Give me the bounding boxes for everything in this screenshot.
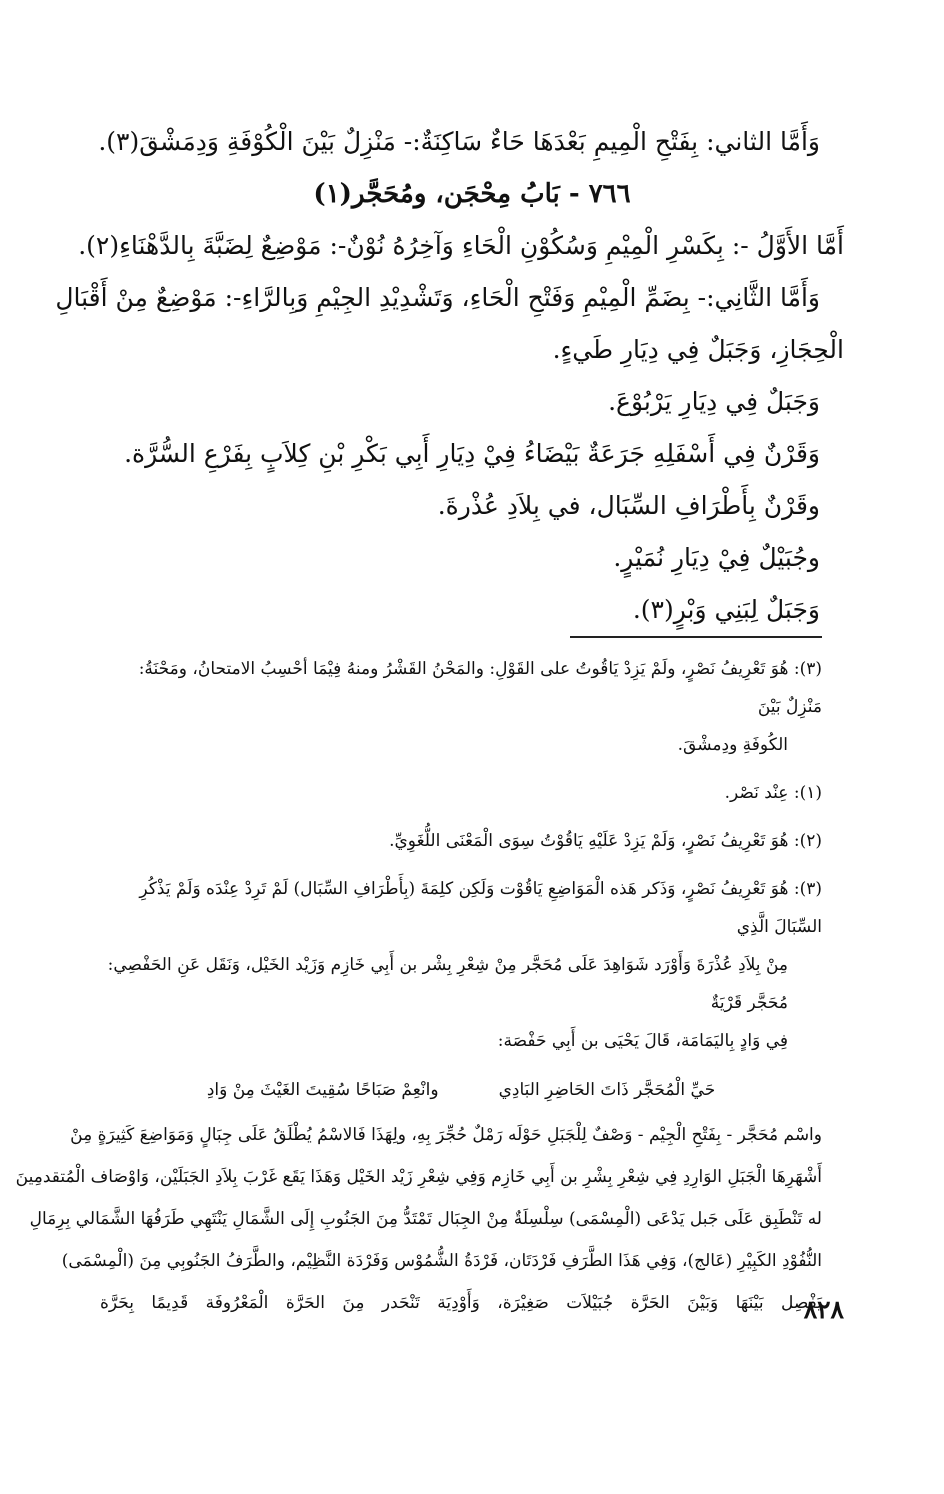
- footnote-text: (٣): هُوَ تَعْرِيفُ نَصْرٍ، وَذَكر هَذه الْمَوَاضِعِ يَاقُوْت وَلَكِن كلِمَةَ (بِأَطْرَافِ السِّبَال) لَمْ تَرِدْ عِنْدَه وَلَمْ يَذْكُرِ السِّبَالَ الَّذِي: [139, 879, 822, 937]
- prose-line: يَفْصِل بَيْنَهَا وَبَيْنَ الحَرَّة جُبَيْلاَت صَغِيْرَة، وَأَوْدِيَة تَنْحَدر مِنَ الحَرَّة الْمَعْرُوفَة قَدِيمًا بِحَرَّة: [100, 1293, 822, 1313]
- page-number: ٨٢٨: [803, 1295, 844, 1324]
- text-line-9: وَجَبَلٌ لِبَنِي وَبْرٍ(٣).: [632, 595, 820, 624]
- verse-first-hemistich: حَيِّ الْمُحَجَّر ذَاتَ الحَاضِرِ البَادِي: [498, 1080, 716, 1100]
- text-line-8: وجُبَيْلٌ فِيْ دِيَارِ نُمَيْرٍ.: [613, 543, 820, 572]
- prose-line: له تَنْطَبِق عَلَى جَبل يَدْعَى (الْمِسْمَى) سِلْسِلَةٌ مِنْ الجِبَال تَمْتَدُّ مِنَ الجَنُوبِ إِلَى الشَّمَالِ يَنْتَهِي طَرَفُهَا الشَّمَالي بِرِمَالِ: [29, 1209, 822, 1229]
- text-line-2: أَمَّا الأَوَّلُ -: بِكَسْرِ الْمِيْمِ وَسُكُوْنِ الْحَاءِ وَآخِرُهُ نُوْنٌ-: مَوْضِعٌ لِضَبَّةَ بِالدَّهْنَاءِ(٢).: [78, 231, 844, 260]
- text-line-3: وَأَمَّا الثَّانِي:- بِضَمِّ الْمِيْمِ وَفَتْحِ الْحَاءِ، وَتَشْدِيْدِ الجِيْمِ وَبِالرَّاءِ-: مَوْضِعٌ مِنْ أَقْبَالِ: [55, 283, 820, 312]
- entry-heading: ٧٦٦ - بَابُ مِحْجَن، ومُحَجَّر(١): [313, 179, 631, 209]
- main-text: [55, 118, 844, 638]
- footnote: (٢): هُوَ تَعْرِيفُ نَصْرٍ، وَلَمْ يَزِدْ عَلَيْهِ يَاقُوْتُ سِوَى الْمَعْنَى اللُّغَوِيِّ.: [389, 831, 822, 851]
- footnote-divider: [570, 636, 822, 638]
- text-line-1: وَأَمَّا الثاني: بِفَتْحِ الْمِيمِ بَعْدَهَا حَاءٌ سَاكِنَةٌ:- مَنْزِلٌ بَيْنَ الْكُوْفَةِ وَدِمَشْقَ(٣).: [98, 127, 820, 156]
- text-line-5: وَجَبَلٌ فِي دِيَارِ يَرْبُوْعَ.: [608, 387, 820, 416]
- prose-line: واسْم مُحَجَّر - بِفَتْحِ الْجِيْم - وَصْفٌ لِلْجَبَلِ حَوْلَه رَمْلٌ حُجِّرَ بِهِ، ولِهَذَا فَالاسْمُ يُطْلَقُ عَلَى جِبَالٍ وَمَوَاضِعَ كَثِيرَةٍ مِنْ: [70, 1125, 822, 1145]
- footnote-text: مِنْ بِلاَدِ عُذْرَةَ وَأَوْرَد شَوَاهِدَ عَلَى مُحَجَّر مِنْ شِعْرِ بِشْر بن أَبِي خَازِم وَزَيْد الخَيْل، وَنَقَل عَنِ الحَفْصِي: مُحَجَّر قَرْيَةٌ: [107, 955, 788, 1013]
- poem-verse: [100, 1070, 822, 1110]
- footnote-prose: [15, 1114, 822, 1324]
- footnote-text: فِي وَادٍ بِاليَمَامَة، قَالَ يَحْيَى بن أَبِي حَفْصَة:: [497, 1031, 788, 1051]
- footnote-text: الكُوفَةِ ودِمشْقَ.: [677, 735, 788, 755]
- footnote: [100, 650, 822, 764]
- footnotes: [15, 650, 822, 1324]
- prose-line: أَشْهَرِهَا الْجَبَلِ الوَارِدِ فِي شِعْرِ بِشْرِ بن أَبِي خَازِم وَفِي شِعْرِ زَيْد الخَيْل وَهَذَا يَقَع غَرْبَ بِلاَدِ الجَبَلَيْن، وَاوْصَاف الْمُتقدمِينَ: [15, 1167, 822, 1187]
- footnote: [100, 870, 822, 1060]
- text-line-6: وَقَرْنٌ فِي أَسْفَلِهِ جَرَعَةٌ بَيْضَاءُ فِيْ دِيَارِ أَبِي بَكْرِ بْنِ كِلاَبٍ بِفَرْعِ السُّرَّة.: [124, 439, 820, 468]
- prose-line: النُّفُوْدِ الكَبِيْرِ (عَالج)، وَفِي هَذَا الطَّرَفِ فَرْدَتَان، فَرْدَةُ الشُّمُوْس وَفَرْدَة النَّظِيْم، والطَّرَفُ الجَنُوبِي مِنَ (الْمِسْمَى): [61, 1251, 822, 1271]
- text-line-4: الْحِجَازِ، وَجَبَلٌ فِي دِيَارِ طَيءٍ.: [552, 335, 844, 364]
- text-line-7: وقَرْنٌ بِأَطْرَافِ السِّبَال، في بِلاَدِ عُذْرةَ.: [437, 491, 820, 520]
- footnote: (١): عِنْد نَصْر.: [724, 783, 822, 803]
- verse-second-hemistich: وانْعِمْ صَبَاحًا سُقِيتَ الغَيْثَ مِنْ وَادِ: [206, 1080, 439, 1100]
- footnote-text: (٣): هُوَ تَعْرِيفُ نَصْرٍ، ولَمْ يَزِدْ يَاقُوتُ على القَوْلِ: والمَحْنُ القَشْرُ ومنهُ فِيْمَا أحْسِبُ الامتحانُ، ومَحْنَةُ: مَنْزِلٌ بَيْنَ: [138, 659, 822, 717]
